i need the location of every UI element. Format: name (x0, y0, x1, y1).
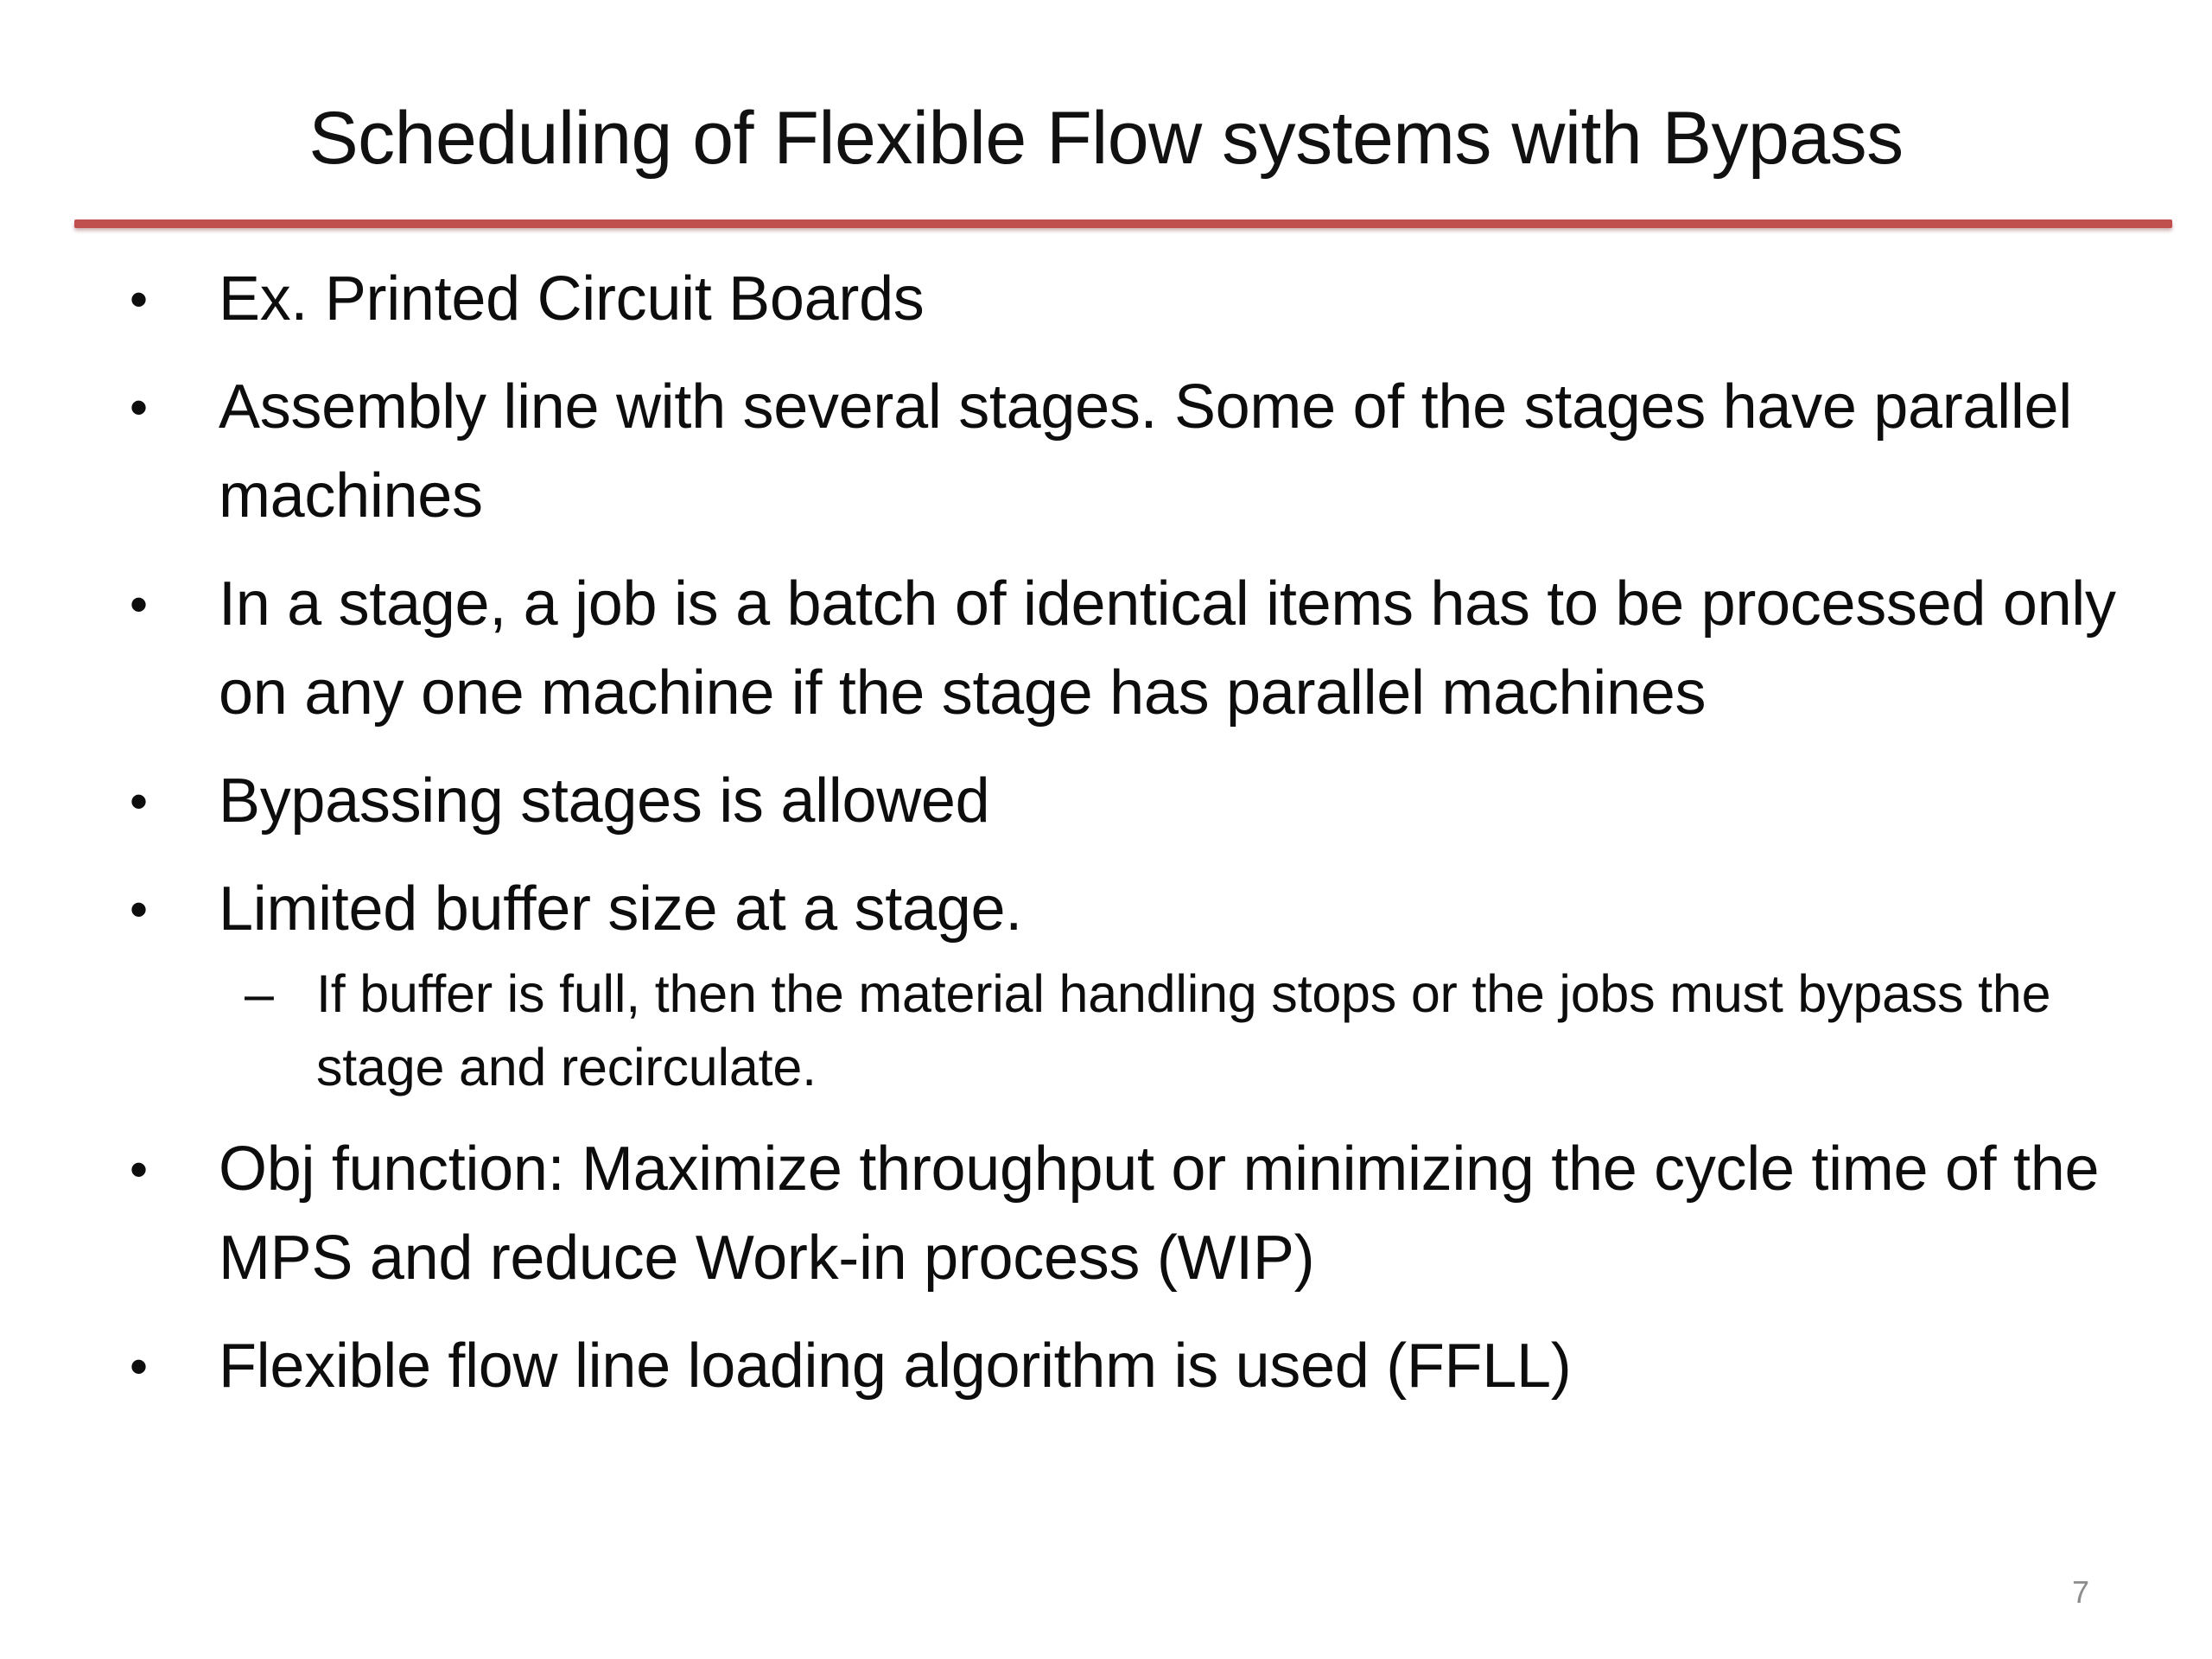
bullet-text: Bypassing stages is allowed (219, 766, 990, 836)
bullet-item (130, 865, 2134, 954)
bullet-item (130, 255, 2134, 344)
slide-title: Scheduling of Flexible Flow systems with Bypass (308, 97, 1904, 180)
bullet-marker: • (130, 270, 148, 328)
sub-bullet-text: If buffer is full, then the material handling stops or the jobs must bypass the stage and recirculate. (316, 964, 2051, 1096)
title-divider (74, 219, 2172, 228)
bullet-text: Obj function: Maximize throughput or minimizing the cycle time of the MPS and reduce Work-in process (WIP) (219, 1135, 2100, 1293)
bullet-text: In a stage, a job is a batch of identical items has to be processed only on any one machine if the stage has parallel machines (219, 569, 2116, 728)
bullet-text: Limited buffer size at a stage. (219, 874, 1022, 944)
bullet-item (130, 560, 2134, 738)
bullet-item (130, 1322, 2134, 1411)
bullet-marker: • (130, 575, 148, 633)
page-number: 7 (2072, 1574, 2090, 1610)
bullet-item (130, 1125, 2134, 1303)
bullet-marker: • (130, 1141, 148, 1198)
bullet-item (130, 757, 2134, 846)
bullet-marker: • (130, 1338, 148, 1395)
bullet-item (130, 363, 2134, 541)
bullet-list (130, 255, 2134, 1430)
bullet-marker: • (130, 880, 148, 938)
sub-bullet-marker: – (245, 964, 274, 1023)
bullet-text: Ex. Printed Circuit Boards (219, 264, 925, 334)
bullet-text: Assembly line with several stages. Some of the stages have parallel machines (219, 372, 2072, 531)
bullet-marker: • (130, 772, 148, 830)
bullet-text: Flexible flow line loading algorithm is used (FFLL) (219, 1332, 1572, 1401)
sub-bullet-item (245, 957, 2134, 1104)
bullet-marker: • (130, 378, 148, 436)
